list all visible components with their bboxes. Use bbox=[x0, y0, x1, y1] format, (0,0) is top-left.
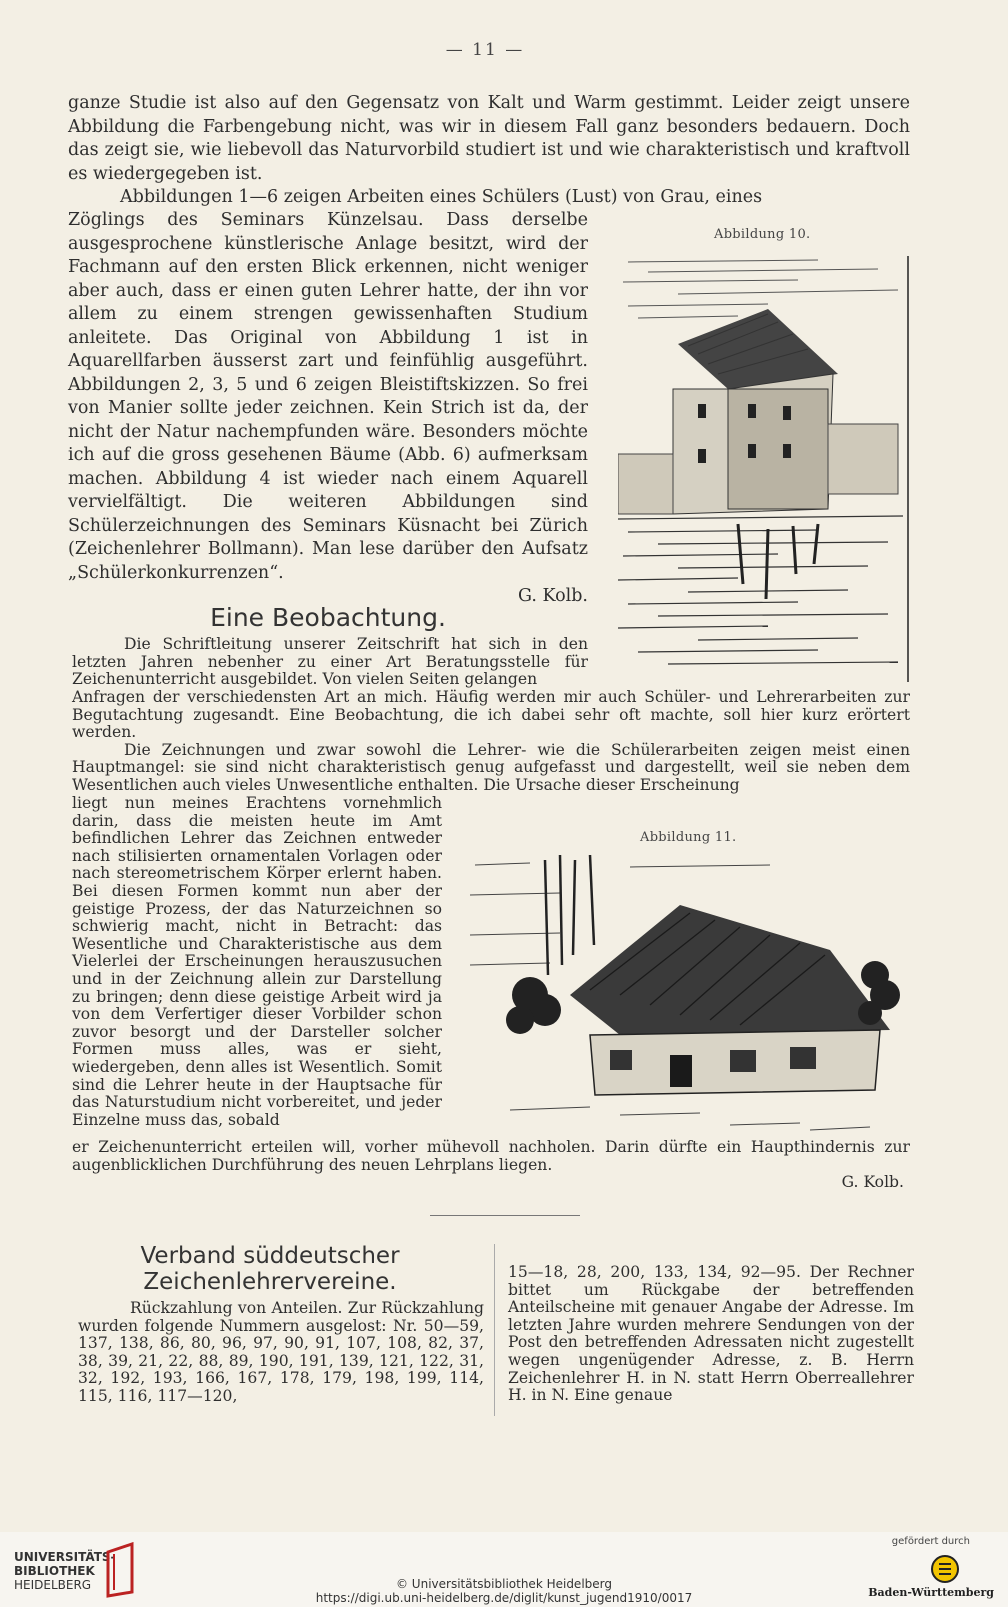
source-url[interactable]: https://digi.ub.uni-heidelberg.de/diglit/kunst_jugend1910/0017 bbox=[315, 1591, 693, 1605]
library-line-3: HEIDELBERG bbox=[14, 1578, 92, 1592]
copyright-block bbox=[0, 1577, 1008, 1605]
abbildungen-column bbox=[68, 209, 588, 609]
state-label: Baden-Württemberg bbox=[868, 1586, 994, 1599]
abbildungen-text: Zöglings des Seminars Künzelsau. Dass derselbe ausgesprochene künstlerische Anlage besitzt, wird der Fachmann auf den ersten Blick erkennen, nicht weniger aber auch, dass er einen guten Lehrer hatte, der ihn vor allem zu einem strengen gewissenhaften Studium anleitete. Das Original von Abbildung 1 ist in Aquarellfarben äusserst zart und feinfühlig ausgeführt. Abbildungen 2, 3, 5 und 6 zeigen Bleistiftskizzen. So frei von Manier sollte jeder zeichnen. Kein Strich ist da, der nicht der Natur nachempfunden wäre. Besonders möchte ich auf die gross gesehenen Bäume (Abb. 6) aufmerksam machen. Abbildung 4 ist wieder nach einem Aquarell vervielfältigt. Die weiteren Abbildungen sind Schülerzeichnungen des Seminars Küsnacht bei Zürich (Zeichenlehrer Bollmann). Man lese darüber den Aufsatz „Schülerkonkurrenzen“. bbox=[68, 210, 588, 583]
library-line-1: UNIVERSITÄTS- bbox=[14, 1550, 116, 1564]
beobachtung-text-4: liegt nun meines Erachtens vornehmlich darin, dass die meisten heute im Amt befindlichen Lehrer das Zeichnen entweder nach stilisierten ornamentalen Vorlagen oder nach stereometrischem Körper erlernt haben. Bei diesen Formen kommt nun aber der geistige Prozess, der das Naturzeichnen so schwierig macht, nicht in Betracht: das Wesentliche und Charakteristische aus dem Vielerlei der Erscheinungen herauszusuchen und in der Zeichnung allein zur Darstellung zu bringen; denn diese geistige Arbeit wird ja von dem Verfertiger dieser Vorbilder schon zuvor besorgt und der Darsteller solcher Formen muss alles, was er sieht, wiedergeben, denn alles ist Wesentlich. Somit sind die Lehrer heute in der Hauptsache für das Naturstudium nicht vorbereitet, und jeder Einzelne muss das, sobald bbox=[72, 794, 442, 1129]
section-divider bbox=[430, 1215, 580, 1216]
intro-paragraph bbox=[68, 92, 910, 210]
abbildungen-line: Abbildungen 1—6 zeigen Arbeiten eines Schülers (Lust) von Grau, eines bbox=[120, 187, 763, 207]
signature-kolb-2: G. Kolb. bbox=[841, 1173, 904, 1192]
figure-11-illustration bbox=[470, 855, 910, 1149]
column-divider bbox=[494, 1244, 495, 1416]
funded-by-label: gefördert durch bbox=[891, 1536, 970, 1547]
signature-kolb-1: G. Kolb. bbox=[518, 586, 588, 606]
page-number: — 11 — bbox=[445, 40, 525, 60]
beobachtung-col-1 bbox=[72, 636, 588, 689]
beobachtung-end bbox=[72, 1139, 910, 1192]
figure-11-caption: Abbildung 11. bbox=[640, 830, 737, 845]
intro-text: ganze Studie ist also auf den Gegensatz von Kalt und Warm gestimmt. Leider zeigt unsere Abbildung die Farbengebung nicht, was wir in diesem Fall ganz besonders bedauern. Doch das zeigt sie, wie liebevoll das Naturvorbild studiert ist und wie charakteristisch und kraftvoll es wiedergegeben ist. bbox=[68, 93, 910, 184]
cottage-sketch-image bbox=[470, 855, 910, 1145]
beobachtung-full-1 bbox=[72, 689, 910, 795]
beobachtung-col-2 bbox=[72, 795, 442, 1129]
verband-right-text: 15—18, 28, 200, 133, 134, 92—95. Der Rechner bittet um Rückgabe der betreffenden Anteilscheine mit genauer Angabe der Adresse. Im letzten Jahre wurden mehrere Sendungen von der Post den betreffenden Adressaten nicht zugestellt wegen ungenügender Adresse, z. B. Herrn Zeichenlehrer H. in N. statt Herrn Oberreallehrer H. in N. Eine genaue bbox=[508, 1263, 914, 1405]
verband-title: Verband süddeutscher Zeichenlehrervereine. bbox=[140, 1243, 400, 1295]
footer-bar bbox=[0, 1532, 1008, 1607]
tower-sketch-image bbox=[618, 254, 910, 684]
figure-10-illustration bbox=[618, 254, 910, 688]
beobachtung-text-5: er Zeichenunterricht erteilen will, vorher mühevoll nachholen. Darin dürfte ein Haupthindernis zur augenblicklichen Durchführung des neuen Lehrplans liegen. bbox=[72, 1138, 910, 1174]
verband-left-column bbox=[78, 1300, 484, 1406]
library-line-2: BIBLIOTHEK bbox=[14, 1564, 95, 1578]
state-crest-icon bbox=[930, 1554, 960, 1584]
copyright-text: © Universitätsbibliothek Heidelberg bbox=[395, 1577, 612, 1591]
verband-left-text: Rückzahlung von Anteilen. Zur Rückzahlung wurden folgende Nummern ausgelost: Nr. 50—59, 137, 138, 86, 80, 96, 97, 90, 91, 107, 108, 82, 37, 38, 39, 21, 22, 88, 89, 190, 191, 139, 121, 122, 31, 32, 192, 193, 166, 167, 178, 179, 198, 199, 114, 115, 116, 117—120, bbox=[78, 1299, 484, 1405]
verband-right-column bbox=[508, 1264, 914, 1405]
beobachtung-text-3: Die Zeichnungen und zwar sowohl die Lehrer- wie die Schülerarbeiten zeigen meist einen Hauptmangel: sie sind nicht charakteristisch genug aufgefasst und dargestellt, weil sie neben dem Wesentlichen auch vieles Unwesentliche enthalten. Die Ursache dieser Erscheinung bbox=[72, 740, 910, 794]
figure-10-caption: Abbildung 10. bbox=[714, 227, 811, 242]
beobachtung-text-2: Anfragen der verschiedensten Art an mich. Häufig werden mir auch Schüler- und Lehrerarbeiten zur Begutachtung zugesandt. Eine Beobachtung, die ich dabei sehr oft machte, soll hier kurz erörtert werden. bbox=[72, 688, 910, 742]
section-title: Eine Beobachtung. bbox=[210, 603, 446, 632]
beobachtung-text-1: Die Schriftleitung unserer Zeitschrift hat sich in den letzten Jahren nebenher zu einer Art Beratungsstelle für Zeichenunterricht ausgebildet. Von vielen Seiten gelangen bbox=[72, 635, 588, 689]
